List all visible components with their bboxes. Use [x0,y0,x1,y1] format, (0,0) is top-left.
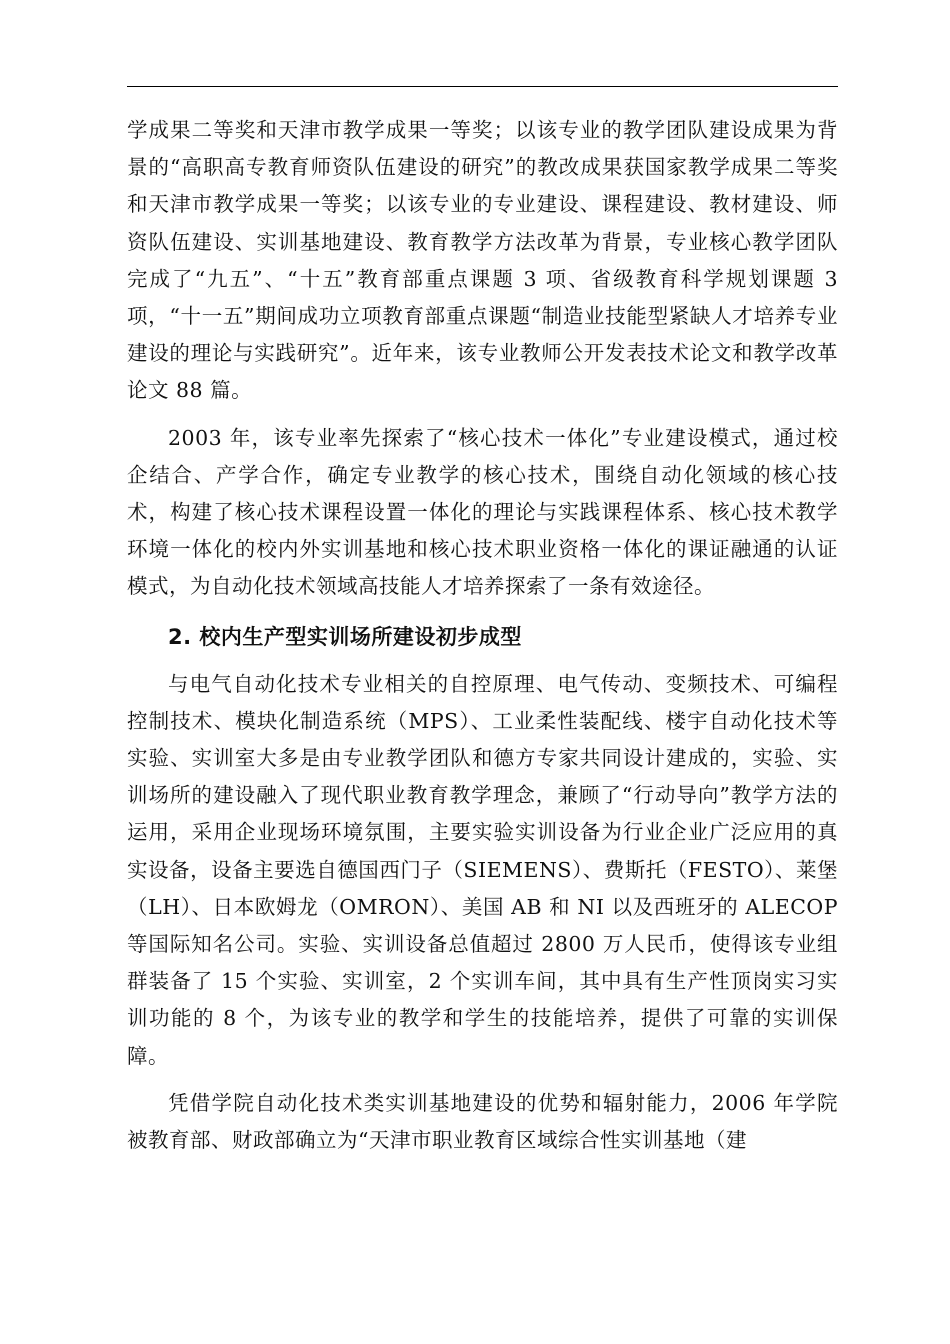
paragraph-training-facilities: 与电气自动化技术专业相关的自控原理、电气传动、变频技术、可编程控制技术、模块化制造系统（MPS）、工业柔性装配线、楼宇自动化技术等实验、实训室大多是由专业教学团队和德方专家共同设计建成的，实验、实训场所的建设融入了现代职业教育教学理念，兼顾了“行动导向”教学方法的运用，采用企业现场环境氛围，主要实验实训设备为行业企业广泛应用的真实设备，设备主要选自德国西门子（SIEMENS）、费斯托（FESTO）、莱堡（LH）、日本欧姆龙（OMRON）、美国 AB 和 NI 以及西班牙的 ALECOP 等国际知名公司。实验、实训设备总值超过 2800 万人民币，使得该专业组群装备了 15 个实验、实训室，2 个实训车间，其中具有生产性顶岗实习实训功能的 8 个，为该专业的教学和学生的技能培养，提供了可靠的实训保障。 [127,671,838,1068]
paragraph-core-technology-model: 2003 年，该专业率先探索了“核心技术一体化”专业建设模式，通过校企结合、产学合作，确定专业教学的核心技术，围绕自动化领域的核心技术，构建了核心技术课程设置一体化的理论与实践课程体系、核心技术教学环境一体化的校内外实训基地和核心技术职业资格一体化的课证融通的认证模式，为自动化技术领域高技能人才培养探索了一条有效途径。 [127,425,838,599]
section-heading: 2. 校内生产型实训场所建设初步成型 [168,624,522,649]
header-rule [127,86,838,87]
paragraph-teaching-achievements: 学成果二等奖和天津市教学成果一等奖；以该专业的教学团队建设成果为背景的“高职高专教育师资队伍建设的研究”的教改成果获国家教学成果二等奖和天津市教学成果一等奖；以该专业的专业建设、课程建设、教材建设、师资队伍建设、实训基地建设、教育教学方法改革为背景，专业核心教学团队完成了“九五”、“十五”教育部重点课题 3 项、省级教育科学规划课题 3 项，“十一五”期间成功立项教育部重点课题“制造业技能型紧缺人才培养专业建设的理论与实践研究”。近年来，该专业教师公开发表技术论文和教学改革论文 88 篇。 [127,118,838,403]
paragraph-training-base: 凭借学院自动化技术类实训基地建设的优势和辐射能力，2006 年学院被教育部、财政部确立为“天津市职业教育区域综合性实训基地（建 [127,1090,838,1153]
document-body [127,112,838,1159]
